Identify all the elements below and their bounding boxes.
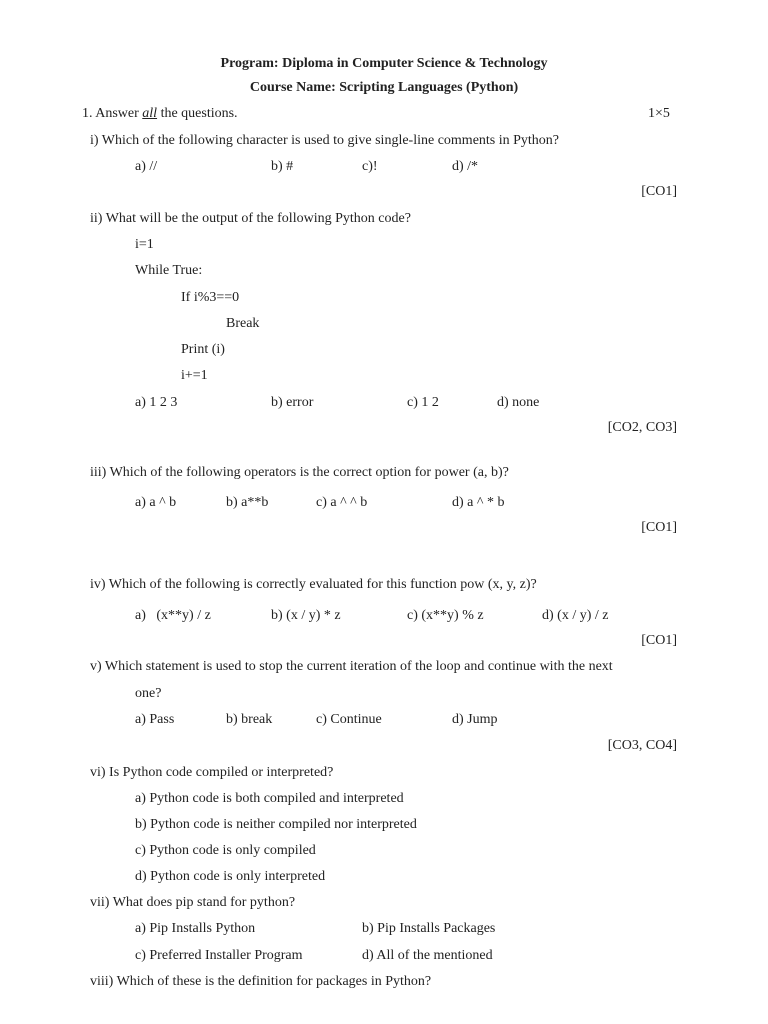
question-2-code-line: i+=1 <box>181 368 208 383</box>
question-2-code-line: While True: <box>135 263 203 278</box>
question-6-option-c: c) Python code is only compiled <box>135 843 316 858</box>
question-6-option-a: a) Python code is both compiled and interpreted <box>135 791 404 806</box>
program-title: Program: Diploma in Computer Science & Technology <box>220 56 548 71</box>
question-7-option-a: a) Pip Installs Python <box>135 921 256 936</box>
question-2-option-c: c) 1 2 <box>407 395 439 410</box>
question-8-text: viii) Which of these is the definition for packages in Python? <box>90 974 432 989</box>
question-6-text: vi) Is Python code compiled or interpreted? <box>90 765 334 780</box>
instruction-line <box>82 106 238 122</box>
question-1-option-c: c)! <box>362 159 378 174</box>
question-3-option-a: a) a ^ b <box>135 495 177 510</box>
question-5-option-c: c) Continue <box>316 712 382 727</box>
course-title: Course Name: Scripting Languages (Python) <box>249 80 519 95</box>
question-1-option-d: d) /* <box>452 159 479 174</box>
question-2-option-b: b) error <box>271 395 314 410</box>
question-5-option-d: d) Jump <box>452 712 498 727</box>
question-1-text: i) Which of the following character is used to give single-line comments in Python? <box>90 133 560 148</box>
instruction-suffix: the questions. <box>160 106 238 121</box>
question-2-text: ii) What will be the output of the following Python code? <box>90 211 411 226</box>
question-5-text: v) Which statement is used to stop the current iteration of the loop and continue with the next <box>90 659 613 674</box>
question-5-option-a: a) Pass <box>135 712 175 727</box>
question-3-text: iii) Which of the following operators is the correct option for power (a, b)? <box>90 465 509 480</box>
question-6-option-b: b) Python code is neither compiled nor interpreted <box>135 817 417 832</box>
question-1-option-a: a) // <box>135 159 158 174</box>
question-2-option-a: a) 1 2 3 <box>135 395 178 410</box>
question-4-option-b: b) (x / y) * z <box>271 608 341 623</box>
question-7-option-c: c) Preferred Installer Program <box>135 948 303 963</box>
question-4-text: iv) Which of the following is correctly evaluated for this function pow (x, y, z)? <box>90 577 537 592</box>
question-4-option-c: c) (x**y) % z <box>407 608 484 623</box>
question-3-option-c: c) a ^ ^ b <box>316 495 368 510</box>
question-2-co: [CO2, CO3] <box>607 420 677 435</box>
question-4-option-d: d) (x / y) / z <box>542 608 609 623</box>
question-5-co: [CO3, CO4] <box>607 738 677 753</box>
question-3-option-b: b) a**b <box>226 495 269 510</box>
instruction-marks: 1×5 <box>648 106 670 121</box>
question-4-option-a: a) (x**y) / z <box>135 608 211 623</box>
question-3-option-d: d) a ^ * b <box>452 495 505 510</box>
question-2-code-line: Print (i) <box>181 342 225 357</box>
question-1-co: [CO1] <box>641 184 677 199</box>
instruction-emphasis: all <box>142 106 158 121</box>
question-6-option-d: d) Python code is only interpreted <box>135 869 326 884</box>
question-1-option-b: b) # <box>271 159 294 174</box>
instruction-number: 1. <box>82 106 93 121</box>
question-4-co: [CO1] <box>641 633 677 648</box>
instruction-prefix: Answer <box>95 106 139 121</box>
question-2-code-line: i=1 <box>135 237 154 252</box>
question-5-option-b: b) break <box>226 712 273 727</box>
question-2-code-line: Break <box>226 316 260 331</box>
question-2-code-line: If i%3==0 <box>181 290 240 305</box>
question-3-co: [CO1] <box>641 520 677 535</box>
question-7-text: vii) What does pip stand for python? <box>90 895 296 910</box>
question-2-option-d: d) none <box>497 395 540 410</box>
question-7-option-b: b) Pip Installs Packages <box>362 921 496 936</box>
question-7-option-d: d) All of the mentioned <box>362 948 493 963</box>
question-5-text-cont: one? <box>135 686 162 701</box>
